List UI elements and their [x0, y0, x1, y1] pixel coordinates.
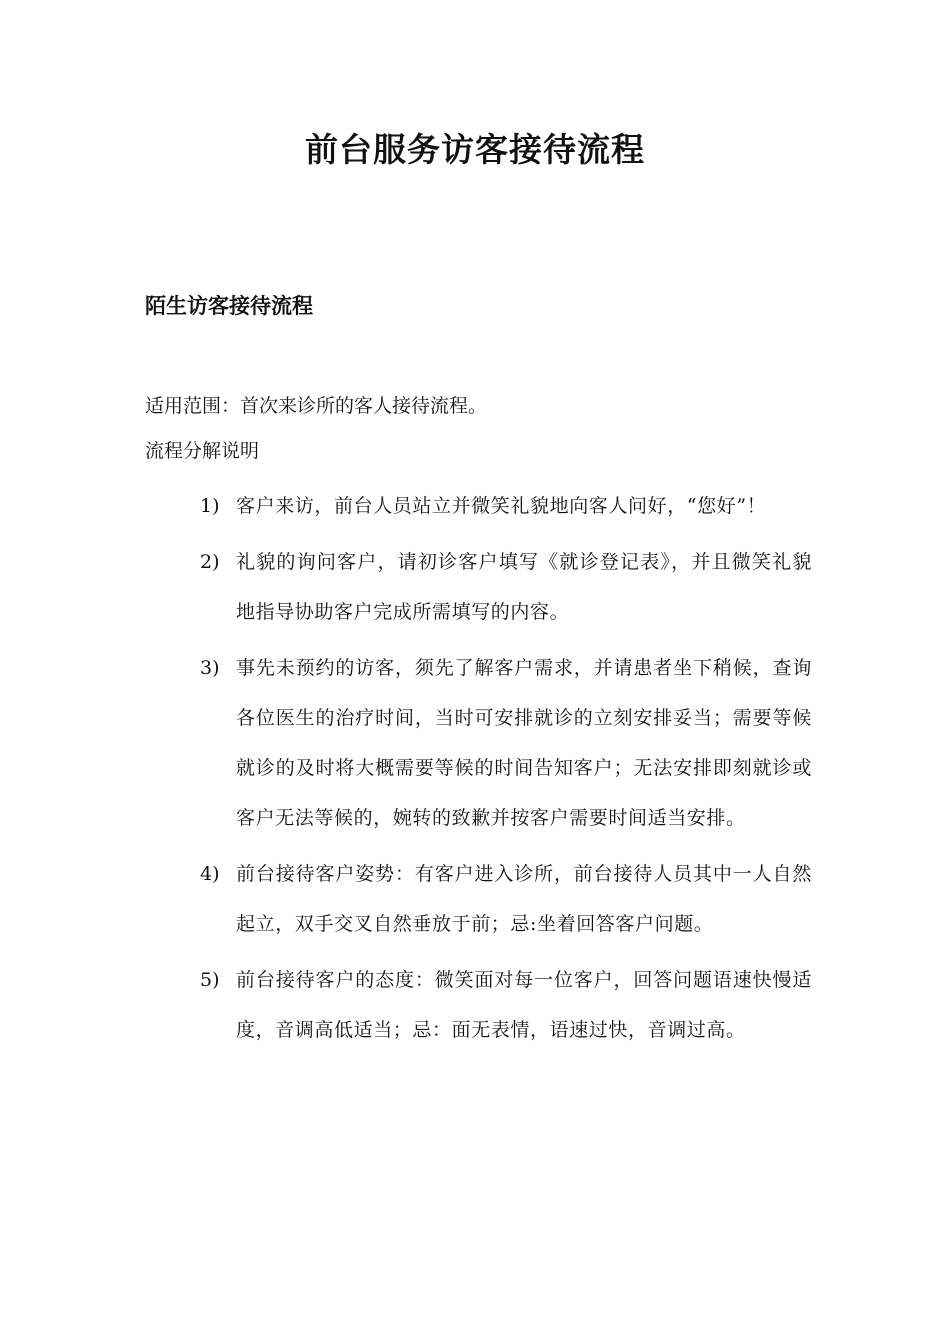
step-text: 事先未预约的访客，须先了解客户需求，并请患者坐下稍候，查询各位医生的治疗时间，当时可安排就诊的立刻安排妥当；需要等候就诊的及时将大概需要等候的时间告知客户；无法安排即刻就诊或客户无法等候的，婉转的致歉并按客户需要时间适当安排。 — [236, 657, 812, 829]
step-item-2 — [200, 537, 812, 637]
document-title: 前台服务访客接待流程 — [305, 130, 645, 169]
step-number: 1) — [200, 495, 220, 517]
explain-label: 流程分解说明 — [145, 440, 260, 462]
step-item-1 — [200, 481, 812, 531]
step-list — [200, 481, 812, 1061]
step-text: 前台接待客户的态度：微笑面对每一位客户，回答问题语速快慢适度，音调高低适当；忌：面无表情，语速过快，音调过高。 — [236, 969, 812, 1041]
step-item-5 — [200, 955, 812, 1055]
scope-paragraph: 适用范围：首次来诊所的客人接待流程。 — [145, 395, 488, 417]
step-number: 4) — [200, 863, 220, 885]
section-heading: 陌生访客接待流程 — [145, 293, 313, 318]
step-item-3 — [200, 643, 812, 843]
step-number: 2) — [200, 551, 220, 573]
step-number: 5) — [200, 969, 220, 991]
step-text: 礼貌的询问客户，请初诊客户填写《就诊登记表》，并且微笑礼貌地指导协助客户完成所需填写的内容。 — [236, 551, 812, 623]
step-number: 3) — [200, 657, 220, 679]
step-item-4 — [200, 849, 812, 949]
step-text: 前台接待客户姿势：有客户进入诊所，前台接待人员其中一人自然起立，双手交叉自然垂放于前；忌:坐着回答客户问题。 — [236, 863, 812, 935]
step-text: 客户来访，前台人员站立并微笑礼貌地向客人问好，“您好”！ — [236, 495, 767, 517]
